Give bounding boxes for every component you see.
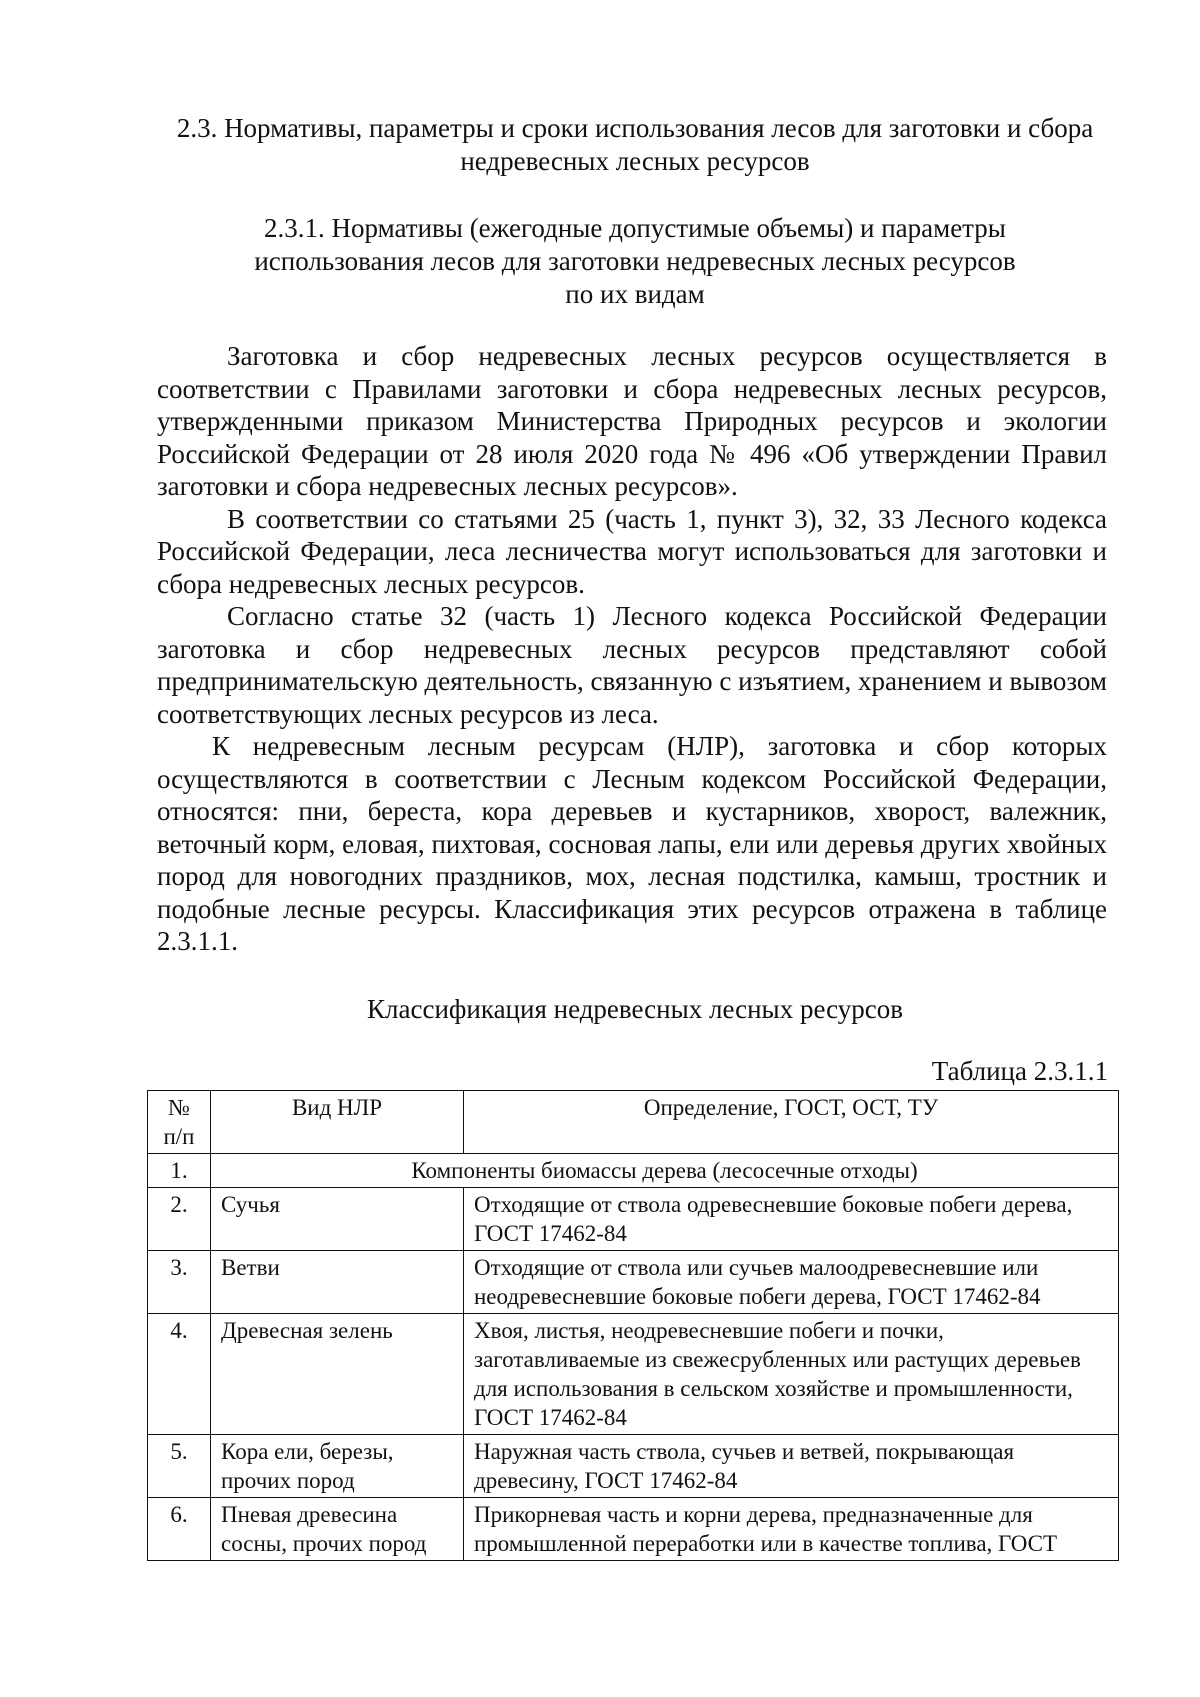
cell-group: Компоненты биомассы дерева (лесосечные отходы) — [211, 1154, 1119, 1188]
cell-num: 5. — [148, 1435, 211, 1498]
paragraph: В соответствии со статьями 25 (часть 1, пункт 3), 32, 33 Лесного кодекса Российской Федерации, леса лесничества могут использоваться для заготовки и сбора недревесных лесных ресурсов. — [157, 503, 1107, 599]
cell-type: Пневая древесина сосны, прочих пород — [211, 1498, 464, 1561]
cell-num: 1. — [148, 1154, 211, 1188]
cell-definition: Хвоя, листья, неодревесневшие побеги и почки, заготавливаемые из свежесрубленных или растущих деревьев для использования в сельском хозяйстве и промышленности, ГОСТ 17462-84 — [464, 1314, 1119, 1435]
cell-num: 6. — [148, 1498, 211, 1561]
cell-definition: Отходящие от ствола или сучьев малоодревесневшие или неодревесневшие боковые побеги дерева, ГОСТ 17462-84 — [464, 1251, 1119, 1314]
table-number: Таблица 2.3.1.1 — [931, 1056, 1108, 1086]
cell-type: Древесная зелень — [211, 1314, 464, 1435]
cell-type: Ветви — [211, 1251, 464, 1314]
paragraph: К недревесным лесным ресурсам (НЛР), заготовка и сбор которых осуществляются в соответствии с Лесным кодексом Российской Федерации, относятся: пни, береста, кора деревьев и кустарников, хворост, валежник, веточный корм, еловая, пихтовая, сосновая лапы, ели или деревья других хвойных пород для новогодних праздников, мох, лесная подстилка, камыш, тростник и подобные лесные ресурсы. Классификация этих ресурсов отражена в таблице 2.3.1.1. — [157, 731, 1107, 956]
classification-table — [147, 1090, 1119, 1561]
section-title-text: 2.3. Нормативы, параметры и сроки использования лесов для заготовки и сбора недревесных лесных ресурсов — [176, 113, 1094, 176]
table-header-row — [148, 1091, 1119, 1154]
cell-type: Кора ели, березы, прочих пород — [211, 1435, 464, 1498]
header-type: Вид НЛР — [211, 1091, 464, 1154]
section-title — [150, 112, 1120, 178]
cell-definition: Наружная часть ствола, сучьев и ветвей, покрывающая древесину, ГОСТ 17462-84 — [464, 1435, 1119, 1498]
subsection-title — [150, 212, 1120, 311]
table-row — [148, 1188, 1119, 1251]
cell-num: 3. — [148, 1251, 211, 1314]
body-text — [157, 340, 1107, 958]
subsection-title-line: 2.3.1. Нормативы (ежегодные допустимые объемы) и параметры — [264, 213, 1006, 243]
table-row — [148, 1498, 1119, 1561]
header-num: № п/п — [148, 1091, 211, 1154]
paragraph: Заготовка и сбор недревесных лесных ресурсов осуществляется в соответствии с Правилами заготовки и сбора недревесных лесных ресурсов, утвержденными приказом Министерства Природных ресурсов и экологии Российской Федерации от 28 июля 2020 года № 496 «Об утверждении Правил заготовки и сбора недревесных лесных ресурсов». — [157, 341, 1107, 501]
table-caption: Классификация недревесных лесных ресурсов — [367, 994, 903, 1024]
subsection-title-line: по их видам — [565, 279, 705, 309]
table-row — [148, 1435, 1119, 1498]
table-row — [148, 1314, 1119, 1435]
cell-num: 2. — [148, 1188, 211, 1251]
paragraph: Согласно статье 32 (часть 1) Лесного кодекса Российской Федерации заготовка и сбор недревесных лесных ресурсов представляют собой предпринимательскую деятельность, связанную с изъятием, хранением и вывозом соответствующих лесных ресурсов из леса. — [157, 601, 1107, 729]
cell-num: 4. — [148, 1314, 211, 1435]
cell-type: Сучья — [211, 1188, 464, 1251]
table-row — [148, 1251, 1119, 1314]
header-definition: Определение, ГОСТ, ОСТ, ТУ — [464, 1091, 1119, 1154]
cell-definition: Прикорневая часть и корни дерева, предназначенные для промышленной переработки или в качестве топлива, ГОСТ — [464, 1498, 1119, 1561]
cell-definition: Отходящие от ствола одревесневшие боковые побеги дерева, ГОСТ 17462-84 — [464, 1188, 1119, 1251]
table-group-row — [148, 1154, 1119, 1188]
subsection-title-line: использования лесов для заготовки недревесных лесных ресурсов — [254, 246, 1016, 276]
